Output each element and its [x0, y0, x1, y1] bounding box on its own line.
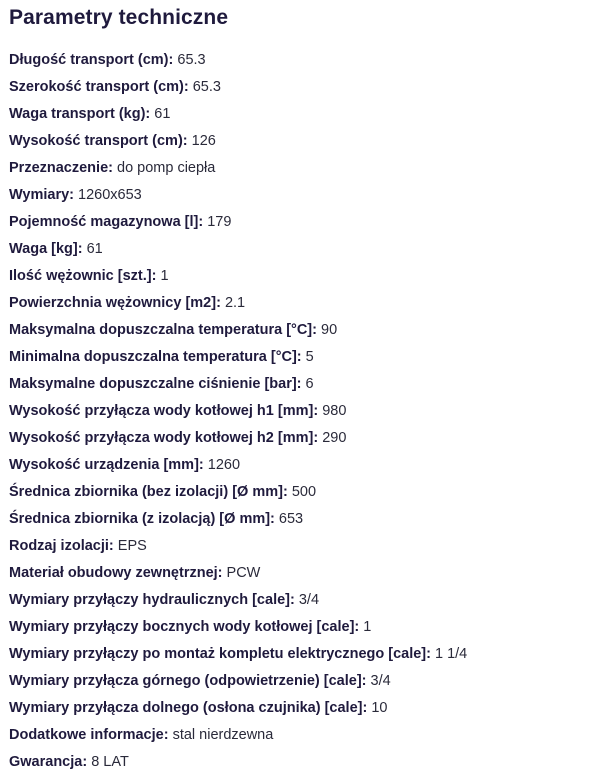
- spec-row: [9, 47, 598, 74]
- spec-label: Wymiary:: [9, 187, 75, 203]
- spec-label: Średnica zbiornika (z izolacją) [Ø mm]:: [9, 511, 275, 527]
- spec-value: 500: [291, 484, 317, 500]
- spec-value: 61: [154, 106, 171, 122]
- spec-label: Ilość wężownic [szt.]:: [9, 268, 157, 284]
- spec-label: Wymiary przyłącza górnego (odpowietrzenie) [cale]:: [9, 673, 367, 689]
- spec-label: Dodatkowe informacje:: [9, 727, 169, 743]
- spec-row: [9, 182, 598, 209]
- spec-row: [9, 560, 598, 587]
- spec-label: Średnica zbiornika (bez izolacji) [Ø mm]:: [9, 484, 288, 500]
- spec-value: 5: [305, 349, 314, 365]
- spec-row: [9, 722, 598, 749]
- spec-value: PCW: [226, 565, 261, 581]
- spec-row: [9, 452, 598, 479]
- spec-value: 290: [322, 430, 347, 446]
- spec-row: [9, 236, 598, 263]
- spec-label: Minimalna dopuszczalna temperatura [°C]:: [9, 349, 302, 365]
- spec-label: Rodzaj izolacji:: [9, 538, 114, 554]
- spec-label: Maksymalne dopuszczalne ciśnienie [bar]:: [9, 376, 302, 392]
- spec-label: Waga transport (kg):: [9, 106, 151, 122]
- spec-value: 8 LAT: [91, 754, 129, 770]
- spec-row: [9, 74, 598, 101]
- spec-row: [9, 749, 598, 776]
- spec-row: [9, 641, 598, 668]
- spec-label: Długość transport (cm):: [9, 52, 174, 68]
- spec-row: [9, 101, 598, 128]
- spec-row: [9, 344, 598, 371]
- spec-value: do pomp ciepła: [117, 160, 216, 176]
- spec-value: 1 1/4: [435, 646, 468, 662]
- spec-value: 1260: [207, 457, 241, 473]
- spec-value: 3/4: [370, 673, 391, 689]
- spec-label: Wymiary przyłączy po montaż kompletu elektrycznego [cale]:: [9, 646, 431, 662]
- spec-label: Wysokość przyłącza wody kotłowej h2 [mm]:: [9, 430, 319, 446]
- spec-label: Wymiary przyłączy bocznych wody kotłowej [cale]:: [9, 619, 360, 635]
- spec-value: 10: [371, 700, 388, 716]
- spec-row: [9, 695, 598, 722]
- spec-label: Pojemność magazynowa [l]:: [9, 214, 204, 230]
- spec-label: Wysokość urządzenia [mm]:: [9, 457, 204, 473]
- spec-label: Szerokość transport (cm):: [9, 79, 189, 95]
- spec-label: Wysokość transport (cm):: [9, 133, 188, 149]
- spec-label: Wymiary przyłączy hydraulicznych [cale]:: [9, 592, 295, 608]
- spec-value: 126: [191, 133, 216, 149]
- spec-value: 2.1: [224, 295, 246, 311]
- spec-label: Gwarancja:: [9, 754, 88, 770]
- spec-label: Materiał obudowy zewnętrznej:: [9, 565, 223, 581]
- spec-value: 179: [207, 214, 232, 230]
- spec-value: 65.3: [192, 79, 221, 95]
- spec-row: [9, 371, 598, 398]
- spec-label: Maksymalna dopuszczalna temperatura [°C]:: [9, 322, 317, 338]
- spec-value: EPS: [117, 538, 147, 554]
- spec-label: Wymiary przyłącza dolnego (osłona czujnika) [cale]:: [9, 700, 368, 716]
- spec-value: stal nierdzewna: [172, 727, 274, 743]
- spec-label: Wysokość przyłącza wody kotłowej h1 [mm]:: [9, 403, 319, 419]
- spec-value: 653: [278, 511, 304, 527]
- spec-value: 61: [86, 241, 103, 257]
- spec-row: [9, 614, 598, 641]
- spec-row: [9, 506, 598, 533]
- spec-row: [9, 587, 598, 614]
- spec-row: [9, 263, 598, 290]
- spec-row: [9, 533, 598, 560]
- spec-list: [9, 47, 598, 776]
- spec-value: 65.3: [177, 52, 206, 68]
- spec-label: Przeznaczenie:: [9, 160, 113, 176]
- spec-value: 3/4: [298, 592, 320, 608]
- spec-value: 6: [305, 376, 314, 392]
- spec-value: 980: [322, 403, 347, 419]
- spec-label: Waga [kg]:: [9, 241, 83, 257]
- spec-row: [9, 479, 598, 506]
- spec-row: [9, 425, 598, 452]
- spec-value: 90: [321, 322, 338, 338]
- spec-row: [9, 290, 598, 317]
- spec-label: Powierzchnia wężownicy [m2]:: [9, 295, 221, 311]
- section-title: Parametry techniczne: [9, 6, 229, 29]
- spec-row: [9, 209, 598, 236]
- spec-row: [9, 668, 598, 695]
- spec-row: [9, 398, 598, 425]
- spec-value: 1: [363, 619, 372, 635]
- spec-row: [9, 128, 598, 155]
- spec-row: [9, 155, 598, 182]
- spec-row: [9, 317, 598, 344]
- spec-value: 1260x653: [78, 187, 142, 203]
- spec-value: 1: [160, 268, 169, 284]
